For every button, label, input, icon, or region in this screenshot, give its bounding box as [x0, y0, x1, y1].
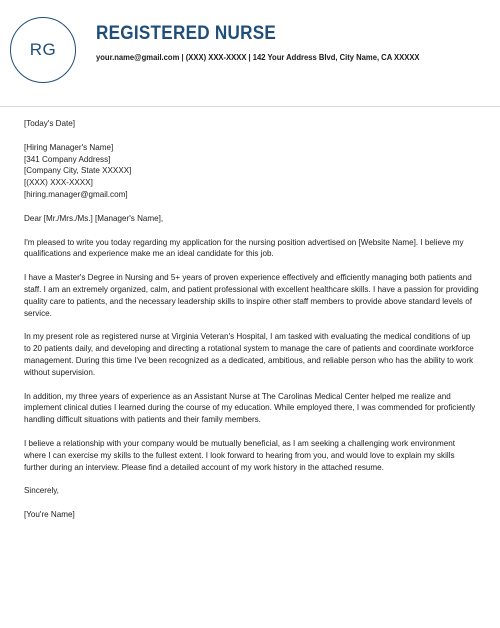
letter-body: [24, 118, 479, 533]
closing: Sincerely,: [24, 486, 59, 496]
paragraph-previous-role: In addition, my three years of experience as an Assistant Nurse at The Carolinas Medical Center helped me realize and implement clinical duties I learned during the course of my education. While employed there, I was commended for proficiently handling difficult situations with patients and their family members.: [24, 391, 476, 425]
recipient-name: [Hiring Manager's Name]: [24, 142, 114, 152]
recipient-street: [341 Company Address]: [24, 154, 111, 164]
recipient-email: [hiring.manager@gmail.com]: [24, 189, 128, 199]
paragraph-current-role: In my present role as registered nurse at Virginia Veteran's Hospital, I am tasked with evaluating the medical conditions of up to 20 patients daily, and developing and directing a rotational system to manage the care of patients and coordinate workforce management. During this time I've been recognized as a dedicated, ambitious, and reliable person who has the ability to work without supervision.: [24, 332, 474, 377]
paragraph-closing: I believe a relationship with your company would be mutually beneficial, as I am seeking a challenging work environment where I can exercise my skills to the fullest extent. I look forward to hearing from you, and would love to explain my skills further during an interview. Please find a detailed account of my work history in the attached resume.: [24, 438, 456, 472]
recipient-city: [Company City, State XXXXX]: [24, 166, 132, 176]
header-divider: [0, 106, 500, 107]
letter-header: [0, 0, 500, 108]
paragraph-qualifications: I have a Master's Degree in Nursing and 5+ years of proven experience effectively and efficiently managing both patients and staff. I am an extremely organized, calm, and patient professional with excellent healthcare skills. I have a passion for providing quality care to patients, and the necessary leadership skills to inspire other staff members to provide above standard levels of service.: [24, 273, 479, 318]
salutation: Dear [Mr./Mrs./Ms.] [Manager's Name],: [24, 213, 164, 223]
recipient-phone: [(XXX) XXX-XXXX]: [24, 178, 93, 188]
letter-date: [Today's Date]: [24, 119, 76, 128]
contact-line: your.name@gmail.com | (XXX) XXX-XXXX | 142 Your Address Blvd, City Name, CA XXXXX: [96, 52, 420, 62]
paragraph-intro: I'm pleased to write you today regarding my application for the nursing position advertised on [Website Name]. I believe my qualifications and experience make me an ideal candidate for this job.: [24, 237, 464, 259]
monogram-circle: RG: [10, 17, 76, 83]
applicant-title: REGISTERED NURSE: [96, 23, 277, 44]
signature: [You're Name]: [24, 510, 75, 520]
